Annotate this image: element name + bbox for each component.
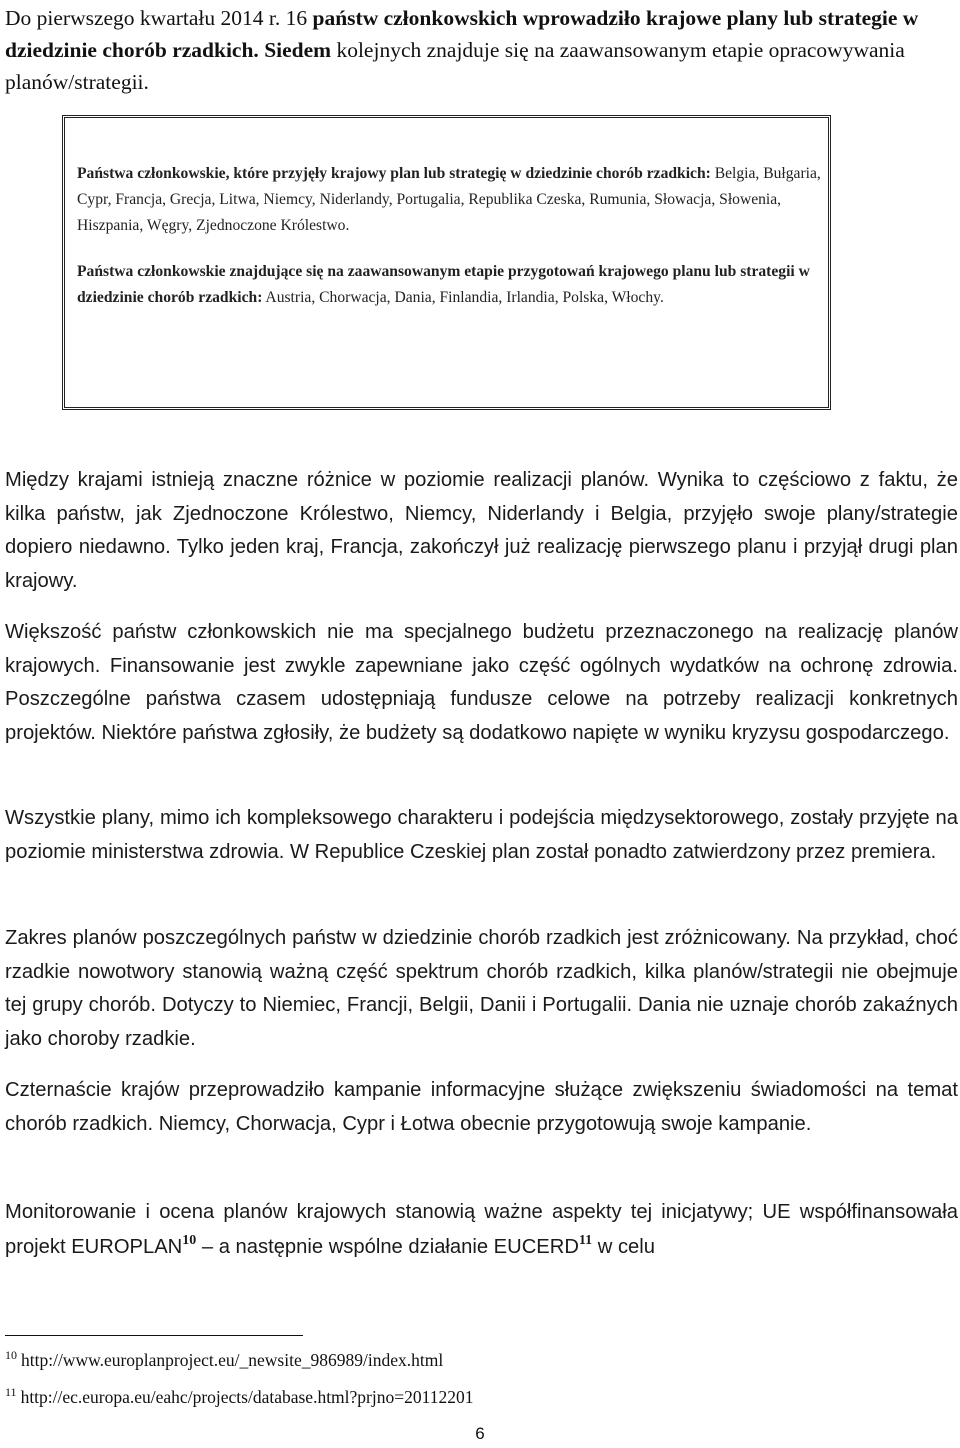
- intro-text-3: kolejnych znajduje się na zaawansowanym etapie opracowywania planów/strategii.: [5, 38, 905, 94]
- monitoring-text-d: w celu: [592, 1235, 655, 1258]
- adopted-plans-list: Belgia, Bułgaria, Cypr, Francja, Grecja, Litwa, Niemcy, Niderlandy, Portugalia, Republika Czeska, Rumunia, Słowacja, Słowenia, Hiszpania, Węgry, Zjednoczone Królestwo.: [77, 165, 821, 234]
- monitoring-text-b: współfinansowała projekt EUROPLAN: [5, 1201, 958, 1258]
- footnote-number-11: 11: [5, 1385, 17, 1399]
- body-paragraph-5: Czternaście krajów przeprowadziło kampanie informacyjne służące zwiększeniu świadomości na temat chorób rzadkich. Niemcy, Chorwacja, Cypr i Łotwa obecnie przygotowują swoje kampanie.: [5, 1079, 958, 1135]
- page-number: 6: [475, 1424, 485, 1443]
- member-states-box: [62, 115, 831, 410]
- intro-paragraph: [5, 2, 955, 98]
- footnote-separator: [5, 1335, 303, 1336]
- footnote-number-10: 10: [5, 1348, 17, 1362]
- advanced-plans-label: Państwa członkowskie znajdujące się na zaawansowanym etapie przygotowań krajowego planu lub strategii w dziedzinie chorób rzadkich:: [77, 263, 810, 306]
- footnote-ref-11[interactable]: 11: [578, 1232, 593, 1248]
- adopted-plans-paragraph: [77, 161, 822, 239]
- footnote-link-10[interactable]: http://www.europlanproject.eu/_newsite_986989/index.html: [21, 1350, 444, 1370]
- advanced-plans-list: Austria, Chorwacja, Dania, Finlandia, Irlandia, Polska, Włochy.: [262, 289, 664, 306]
- monitoring-text-a: Monitorowanie i ocena planów krajowych stanowią ważne aspekty tej inicjatywy; UE: [5, 1201, 800, 1223]
- intro-text-1: Do pierwszego kwartału 2014 r. 16: [5, 6, 313, 30]
- body-paragraph-6: [5, 1196, 958, 1264]
- intro-bold-1: państw członkowskich wprowadziło krajowe plany lub strategie w dziedzinie chorób rzadkich.: [5, 6, 919, 62]
- intro-bold-2: Siedem: [264, 38, 332, 62]
- body-paragraph-2: Większość państw członkowskich nie ma specjalnego budżetu przeznaczonego na realizację planów krajowych. Finansowanie jest zwykle zapewniane jako część ogólnych wydatków na ochronę zdrowia. Poszczególne państwa czasem udostępniają fundusze celowe na potrzeby realizacji konkretnych projektów. Niektóre państwa zgłosiły, że budżety są dodatkowo napięte w wyniku kryzysu gospodarczego.: [5, 621, 958, 744]
- footnote-10: [5, 1349, 905, 1371]
- body-paragraph-4: Zakres planów poszczególnych państw w dziedzinie chorób rzadkich jest zróżnicowany. Na przykład, choć rzadkie nowotwory stanowią ważną część spektrum chorób rzadkich, kilka planów/strategii nie obejmuje tej grupy chorób. Dotyczy to Niemiec, Francji, Belgii, Danii i Portugalii. Dania nie uznaje chorób zakaźnych jako choroby rzadkie.: [5, 927, 958, 1050]
- body-paragraph-3: Wszystkie plany, mimo ich kompleksowego charakteru i podejścia międzysektorowego, zostały przyjęte na poziomie ministerstwa zdrowia. W Republice Czeskiej plan został ponadto zatwierdzony przez premiera.: [5, 807, 958, 863]
- footnote-11: [5, 1386, 905, 1408]
- footnote-link-11[interactable]: http://ec.europa.eu/eahc/projects/database.html?prjno=20112201: [20, 1387, 474, 1407]
- footnote-ref-10[interactable]: 10: [182, 1232, 197, 1248]
- body-paragraph-1: Między krajami istnieją znaczne różnice w poziomie realizacji planów. Wynika to częściowo z faktu, że kilka państw, jak Zjednoczone Królestwo, Niemcy, Niderlandy i Belgia, przyjęło swoje plany/strategie dopiero niedawno. Tylko jeden kraj, Francja, zakończył już realizację pierwszego planu i przyjął drugi plan krajowy.: [5, 469, 958, 592]
- monitoring-text-c: – a następnie wspólne działanie EUCERD: [196, 1235, 579, 1258]
- advanced-plans-paragraph: [77, 259, 822, 311]
- adopted-plans-label: Państwa członkowskie, które przyjęły krajowy plan lub strategię w dziedzinie chorób rzadkich:: [77, 165, 711, 182]
